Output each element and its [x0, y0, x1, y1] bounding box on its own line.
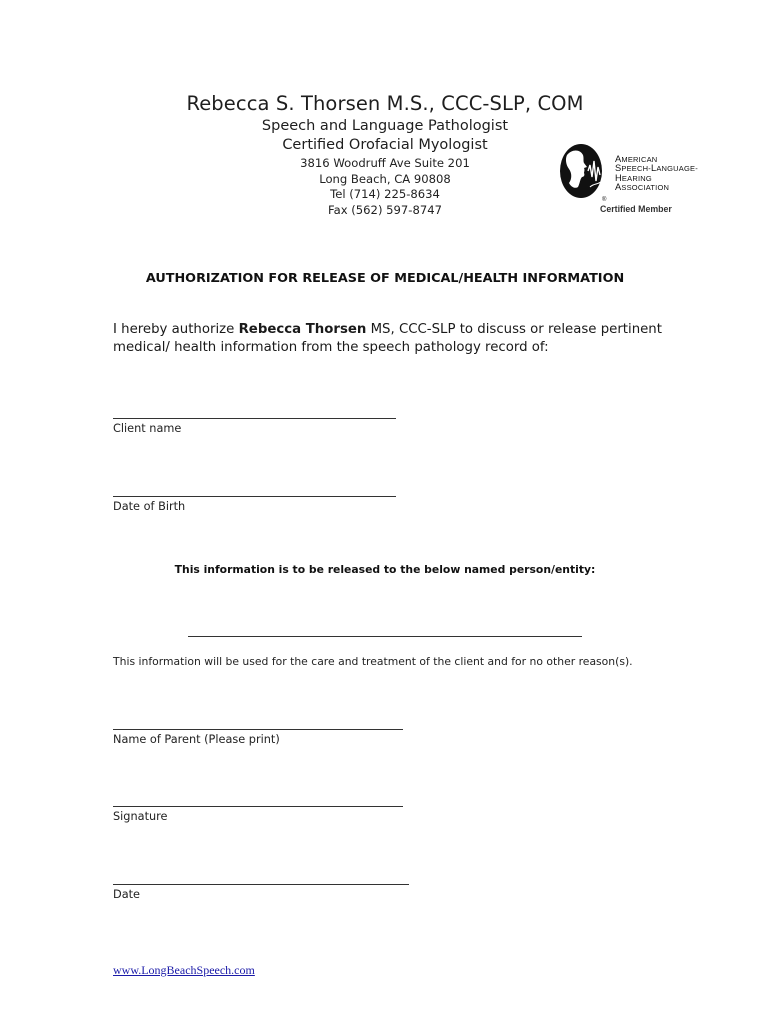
- registered-mark: ®: [602, 197, 607, 203]
- authorization-statement: I hereby authorize Rebecca Thorsen MS, CCC-SLP to discuss or release pertinent medical/ health information from the speech pathology record of:: [113, 322, 662, 355]
- date-of-birth-label: Date of Birth: [113, 500, 186, 513]
- parent-name-line[interactable]: [113, 729, 403, 730]
- asha-line-1: AMERICAN: [615, 154, 658, 164]
- asha-logo: [558, 143, 698, 218]
- asha-line-4: ASSOCIATION: [615, 181, 670, 192]
- provider-certification: Certified Orofacial Myologist: [282, 137, 488, 153]
- asha-line-2: SPEECH-LANGUAGE-: [615, 163, 698, 174]
- certified-member-label: Certified Member: [600, 204, 672, 214]
- signature-line[interactable]: [113, 806, 403, 807]
- date-of-birth-line[interactable]: [113, 496, 396, 497]
- release-recipient-note: This information is to be released to the below named person/entity:: [174, 563, 596, 576]
- provider-title: Speech and Language Pathologist: [261, 118, 509, 134]
- asha-emblem-icon: [558, 143, 608, 203]
- date-line[interactable]: [113, 884, 409, 885]
- address-city: Long Beach, CA 90808: [319, 172, 451, 186]
- website-link[interactable]: www.LongBeachSpeech.com: [113, 963, 255, 977]
- recipient-line[interactable]: [188, 636, 582, 637]
- asha-org-name: [615, 155, 698, 192]
- provider-name: Rebecca S. Thorsen M.S., CCC-SLP, COM: [186, 92, 584, 115]
- form-heading: AUTHORIZATION FOR RELEASE OF MEDICAL/HEALTH INFORMATION: [145, 271, 625, 286]
- date-label: Date: [113, 888, 141, 901]
- signature-label: Signature: [113, 810, 168, 823]
- phone-number: Tel (714) 225-8634: [330, 187, 440, 201]
- usage-note: This information will be used for the care and treatment of the client and for no other reason(s).: [113, 655, 633, 668]
- client-name-line[interactable]: [113, 418, 396, 419]
- fax-number: Fax (562) 597-8747: [328, 203, 442, 217]
- asha-line-3: HEARING: [615, 172, 652, 183]
- authorized-person: Rebecca Thorsen: [238, 322, 367, 337]
- client-name-label: Client name: [113, 422, 182, 435]
- address-street: 3816 Woodruff Ave Suite 201: [300, 156, 470, 170]
- parent-name-label: Name of Parent (Please print): [113, 733, 280, 746]
